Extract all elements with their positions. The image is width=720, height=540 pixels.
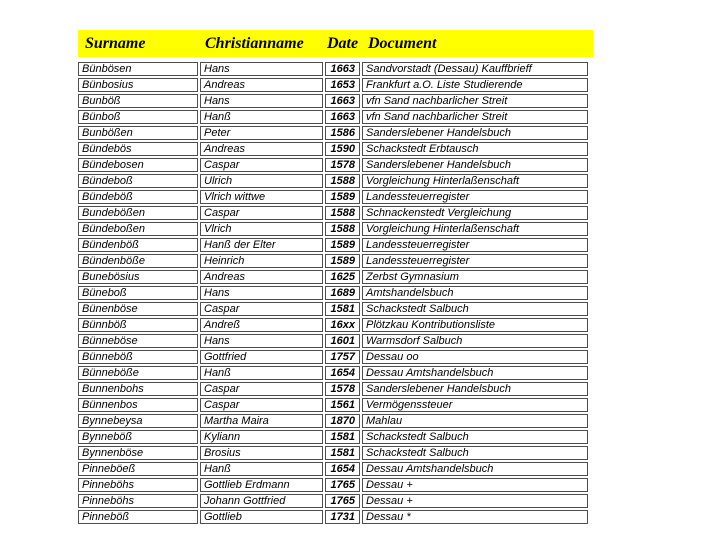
date-cell: 1561 — [325, 398, 360, 412]
document-cell: Sandvorstadt (Dessau) Kauffbrieff — [362, 62, 588, 76]
document-cell: Sanderslebener Handelsbuch — [362, 126, 588, 140]
surname-cell: Bynneböß — [78, 430, 198, 444]
date-cell: 1757 — [325, 350, 360, 364]
document-cell: vfn Sand nachbarlicher Streit — [362, 94, 588, 108]
table-row — [78, 494, 588, 508]
christianname-cell: Vlrich — [200, 222, 323, 236]
column-header-date: Date — [327, 35, 359, 52]
surname-cell: Bünbösen — [78, 62, 198, 76]
document-cell: Landessteuerregister — [362, 254, 588, 268]
document-cell: Vorgleichung Hinterlaßenschaft — [362, 174, 588, 188]
document-cell: Sanderslebener Handelsbuch — [362, 158, 588, 172]
christianname-cell: Hans — [200, 334, 323, 348]
date-cell: 1870 — [325, 414, 360, 428]
surname-cell: Bündenböße — [78, 254, 198, 268]
surname-cell: Bündenböß — [78, 238, 198, 252]
document-cell: Landessteuerregister — [362, 238, 588, 252]
document-cell: Dessau oo — [362, 350, 588, 364]
document-cell: Frankfurt a.O. Liste Studierende — [362, 78, 588, 92]
document-cell: Dessau Amtshandelsbuch — [362, 366, 588, 380]
table-row — [78, 334, 588, 348]
christianname-cell: Vlrich wittwe — [200, 190, 323, 204]
date-cell: 1653 — [325, 78, 360, 92]
surname-cell: Pinneböhs — [78, 478, 198, 492]
document-cell: Vermögenssteuer — [362, 398, 588, 412]
table-row — [78, 254, 588, 268]
date-cell: 1765 — [325, 494, 360, 508]
christianname-cell: Hans — [200, 94, 323, 108]
column-header-christianname: Christianname — [205, 35, 304, 52]
table-row — [78, 462, 588, 476]
table-row — [78, 430, 588, 444]
surname-cell: Bunbößen — [78, 126, 198, 140]
date-cell: 1625 — [325, 270, 360, 284]
surname-cell: Bunböß — [78, 94, 198, 108]
christianname-cell: Hanß der Elter — [200, 238, 323, 252]
surname-cell: Bündebosen — [78, 158, 198, 172]
christianname-cell: Gottlieb — [200, 510, 323, 524]
date-cell: 1589 — [325, 254, 360, 268]
surname-cell: Bynnebeysa — [78, 414, 198, 428]
date-cell: 1654 — [325, 366, 360, 380]
christianname-cell: Caspar — [200, 158, 323, 172]
table-header-band — [78, 30, 593, 57]
christianname-cell: Gottfried — [200, 350, 323, 364]
table-row — [78, 174, 588, 188]
surname-cell: Bünbosius — [78, 78, 198, 92]
date-cell: 1689 — [325, 286, 360, 300]
christianname-cell: Hanß — [200, 110, 323, 124]
christianname-cell: Andreß — [200, 318, 323, 332]
christianname-cell: Peter — [200, 126, 323, 140]
christianname-cell: Andreas — [200, 270, 323, 284]
table-row — [78, 142, 588, 156]
document-cell: Schackstedt Salbuch — [362, 446, 588, 460]
document-cell: Schackstedt Salbuch — [362, 430, 588, 444]
table-row — [78, 206, 588, 220]
christianname-cell: Ulrich — [200, 174, 323, 188]
document-cell: Warmsdorf Salbuch — [362, 334, 588, 348]
table-row — [78, 478, 588, 492]
table-row — [78, 366, 588, 380]
date-cell: 1731 — [325, 510, 360, 524]
document-cell: Landessteuerregister — [362, 190, 588, 204]
surname-cell: Bündeboß — [78, 174, 198, 188]
table-row — [78, 78, 588, 92]
christianname-cell: Hans — [200, 62, 323, 76]
christianname-cell: Gottlieb Erdmann — [200, 478, 323, 492]
date-cell: 1589 — [325, 238, 360, 252]
surname-cell: Bundebößen — [78, 206, 198, 220]
document-cell: vfn Sand nachbarlicher Streit — [362, 110, 588, 124]
date-cell: 1588 — [325, 206, 360, 220]
table-row — [78, 446, 588, 460]
date-cell: 1581 — [325, 446, 360, 460]
document-cell: Dessau + — [362, 494, 588, 508]
document-cell: Schackstedt Erbtausch — [362, 142, 588, 156]
date-cell: 1663 — [325, 62, 360, 76]
date-cell: 1578 — [325, 158, 360, 172]
christianname-cell: Caspar — [200, 382, 323, 396]
christianname-cell: Caspar — [200, 302, 323, 316]
christianname-cell: Hans — [200, 286, 323, 300]
table-row — [78, 318, 588, 332]
column-header-document: Document — [368, 35, 437, 52]
table-row — [78, 382, 588, 396]
table-row — [78, 110, 588, 124]
surname-cell: Bunebösius — [78, 270, 198, 284]
date-cell: 1581 — [325, 302, 360, 316]
surname-cell: Pinneböeß — [78, 462, 198, 476]
christianname-cell: Hanß — [200, 366, 323, 380]
document-cell: Dessau + — [362, 478, 588, 492]
christianname-cell: Caspar — [200, 206, 323, 220]
table-row — [78, 350, 588, 364]
table-row — [78, 302, 588, 316]
document-cell: Dessau * — [362, 510, 588, 524]
christianname-cell: Brosius — [200, 446, 323, 460]
surname-cell: Bünneböß — [78, 350, 198, 364]
surname-cell: Bünnböß — [78, 318, 198, 332]
document-cell: Plötzkau Kontributionsliste — [362, 318, 588, 332]
surname-cell: Bündebös — [78, 142, 198, 156]
date-cell: 1590 — [325, 142, 360, 156]
christianname-cell: Heinrich — [200, 254, 323, 268]
date-cell: 1588 — [325, 174, 360, 188]
table-row — [78, 510, 588, 524]
date-cell: 16xx — [325, 318, 360, 332]
date-cell: 1663 — [325, 94, 360, 108]
column-header-surname: Surname — [85, 35, 146, 52]
christianname-cell: Martha Maira — [200, 414, 323, 428]
table-row — [78, 158, 588, 172]
table-row — [78, 94, 588, 108]
records-table — [78, 62, 588, 526]
surname-cell: Pinneböhs — [78, 494, 198, 508]
table-row — [78, 222, 588, 236]
date-cell: 1589 — [325, 190, 360, 204]
date-cell: 1663 — [325, 110, 360, 124]
surname-cell: Bünneböse — [78, 334, 198, 348]
date-cell: 1586 — [325, 126, 360, 140]
christianname-cell: Johann Gottfried — [200, 494, 323, 508]
table-row — [78, 190, 588, 204]
christianname-cell: Caspar — [200, 398, 323, 412]
table-row — [78, 414, 588, 428]
table-row — [78, 238, 588, 252]
date-cell: 1654 — [325, 462, 360, 476]
surname-cell: Bünneböße — [78, 366, 198, 380]
surname-cell: Pinneböß — [78, 510, 198, 524]
table-row — [78, 286, 588, 300]
document-cell: Schnackenstedt Vergleichung — [362, 206, 588, 220]
document-cell: Mahlau — [362, 414, 588, 428]
document-cell: Sanderslebener Handelsbuch — [362, 382, 588, 396]
surname-cell: Bünnenbos — [78, 398, 198, 412]
surname-cell: Bünboß — [78, 110, 198, 124]
document-cell: Dessau Amtshandelsbuch — [362, 462, 588, 476]
date-cell: 1581 — [325, 430, 360, 444]
surname-cell: Bündeböß — [78, 190, 198, 204]
document-cell: Vorgleichung Hinterlaßenschaft — [362, 222, 588, 236]
document-cell: Amtshandelsbuch — [362, 286, 588, 300]
surname-cell: Büneboß — [78, 286, 198, 300]
document-cell: Schackstedt Salbuch — [362, 302, 588, 316]
christianname-cell: Andreas — [200, 142, 323, 156]
table-row — [78, 398, 588, 412]
date-cell: 1601 — [325, 334, 360, 348]
date-cell: 1765 — [325, 478, 360, 492]
table-row — [78, 270, 588, 284]
surname-cell: Bünenböse — [78, 302, 198, 316]
surname-cell: Bynnenböse — [78, 446, 198, 460]
surname-cell: Bunnenbohs — [78, 382, 198, 396]
table-row — [78, 62, 588, 76]
date-cell: 1588 — [325, 222, 360, 236]
christianname-cell: Kyliann — [200, 430, 323, 444]
document-cell: Zerbst Gymnasium — [362, 270, 588, 284]
table-row — [78, 126, 588, 140]
surname-cell: Bündeboßen — [78, 222, 198, 236]
christianname-cell: Hanß — [200, 462, 323, 476]
date-cell: 1578 — [325, 382, 360, 396]
christianname-cell: Andreas — [200, 78, 323, 92]
